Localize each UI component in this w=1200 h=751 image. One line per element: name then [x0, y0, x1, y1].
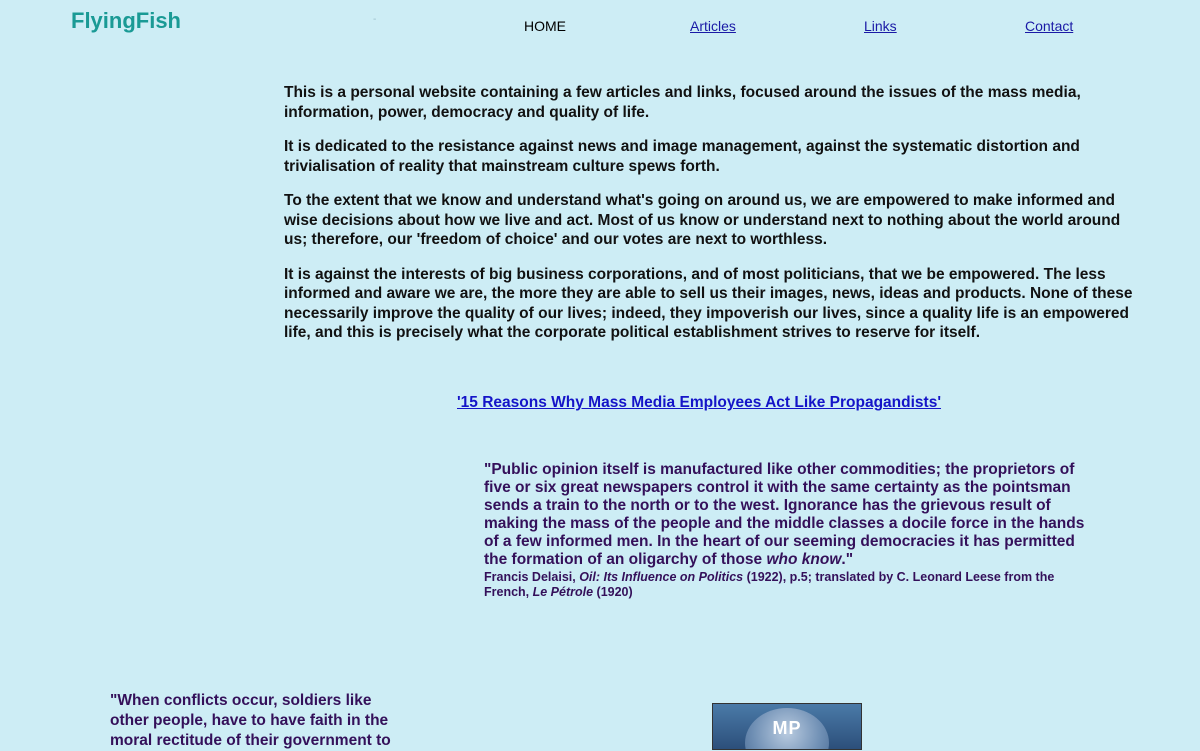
mp-helmet-image [712, 703, 862, 750]
nav-links-link[interactable]: Links [864, 18, 897, 34]
nav-home: HOME [524, 18, 566, 34]
intro-paragraph-1: This is a personal website containing a few articles and links, focused around the issues of the mass media, information, power, democracy and quality of life. [284, 84, 1081, 121]
intro-paragraph-3: To the extent that we know and understand what's going on around us, we are empowered to make informed and wise decisions about how we live and act. Most of us know or understand next to nothing about the world around us; therefore, our 'freedom of choice' and our votes are next to worthless. [284, 192, 1121, 248]
quote-attribution: Francis Delaisi, Oil: Its Influence on Politics (1922), p.5; translated by C. Leonard Leese from the French, Le Pétrole (1920) [484, 570, 1055, 599]
quote-text: "Public opinion itself is manufactured like other commodities; the proprietors of five or six great newspapers control it with the same certainty as the pointsman sends a train to the north or to the west. Ignorance has the grievous result of making the mass of the people and the middle classes a docile force in the hands of a few informed men. In the heart of our seeming democracies it has permitted the formation of an oligarchy of those who know." [484, 461, 1085, 568]
site-logo[interactable]: FlyingFish [71, 8, 181, 33]
intro-paragraph-2: It is dedicated to the resistance against news and image management, against the systematic distortion and trivialisation of reality that mainstream culture spews forth. [284, 138, 1080, 175]
delaisi-quote [484, 461, 1094, 600]
feature-article-link[interactable]: '15 Reasons Why Mass Media Employees Act Like Propagandists' [457, 394, 942, 411]
nav-contact-link[interactable]: Contact [1025, 18, 1074, 34]
helmet-label: MP [772, 718, 802, 738]
header-separator: - [373, 14, 377, 25]
intro-section [284, 83, 1144, 358]
soldiers-quote: "When conflicts occur, soldiers like other people, have to have faith in the moral rectitude of their government to [110, 692, 391, 749]
intro-paragraph-4: It is against the interests of big business corporations, and of most politicians, that we be empowered. The less informed and aware we are, the more they are able to sell us their images, news, ideas and products. None of these necessarily improve the quality of our lives; indeed, they impoverish our lives, since a quality life is an empowered life, and this is precisely what the corporate political establishment strives to reserve for itself. [284, 265, 1133, 341]
nav-articles-link[interactable]: Articles [690, 18, 736, 34]
